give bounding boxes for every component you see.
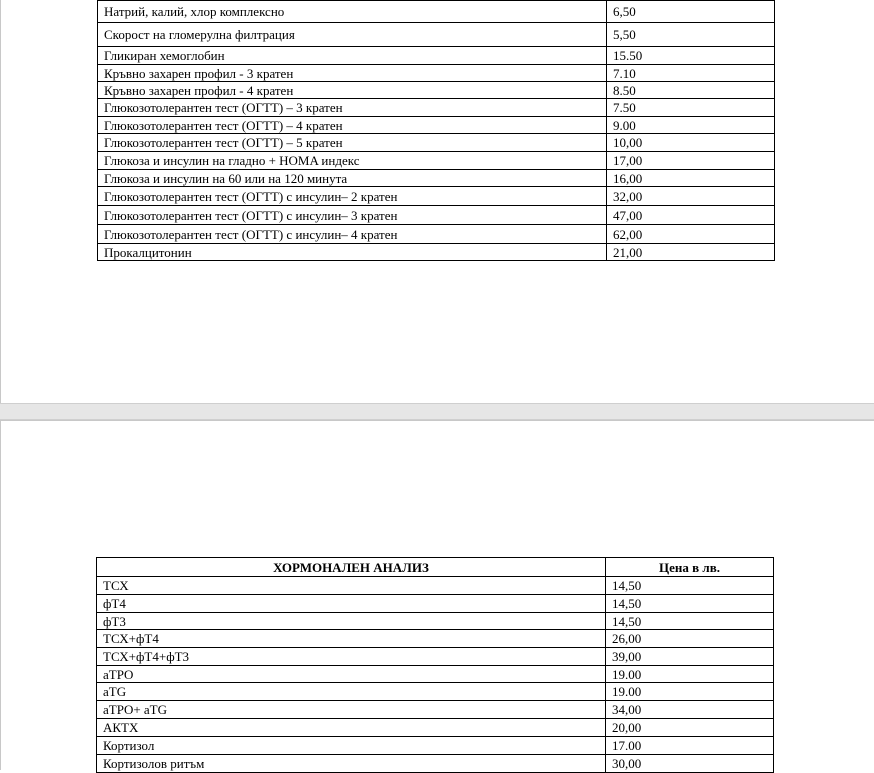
price-cell: 14,50	[606, 613, 774, 630]
test-name-cell: Скорост на гломерулна филтрация	[98, 23, 607, 47]
test-name-cell: aTPO+ aTG	[97, 701, 606, 719]
price-cell: 19.00	[606, 683, 774, 701]
page-break-gap	[0, 403, 874, 420]
test-name-cell: ТСХ+фТ4	[97, 630, 606, 648]
price-cell: 19.00	[606, 666, 774, 683]
table-row	[97, 666, 774, 683]
table-row	[98, 134, 775, 152]
table-row	[98, 152, 775, 170]
test-name-cell: Глюкозотолерантен тест (ОГТТ) – 5 кратен	[98, 134, 607, 152]
test-name-cell: Глюкозотолерантен тест (ОГТТ) с инсулин– 2 кратен	[98, 187, 607, 206]
test-name-cell: Глюкоза и инсулин на гладно + HOMA индекс	[98, 152, 607, 170]
price-cell: 9.00	[607, 117, 775, 134]
table-row	[98, 187, 775, 206]
table-row	[98, 23, 775, 47]
header-analysis: ХОРМОНАЛЕН АНАЛИЗ	[97, 558, 606, 577]
table-row	[98, 225, 775, 244]
test-name-cell: aTG	[97, 683, 606, 701]
table-row	[98, 82, 775, 99]
table-row	[98, 117, 775, 134]
hormonal-analysis-price-table	[96, 557, 774, 773]
table-row	[97, 577, 774, 595]
price-cell: 34,00	[606, 701, 774, 719]
test-name-cell: Гликиран хемоглобин	[98, 47, 607, 65]
test-name-cell: Глюкоза и инсулин на 60 или на 120 минута	[98, 170, 607, 187]
price-cell: 21,00	[607, 244, 775, 261]
price-cell: 7.10	[607, 65, 775, 82]
price-cell: 47,00	[607, 206, 775, 225]
test-name-cell: Глюкозотолерантен тест (ОГТТ) – 3 кратен	[98, 99, 607, 117]
table-row	[97, 737, 774, 755]
test-name-cell: ТСХ	[97, 577, 606, 595]
table-row	[97, 595, 774, 613]
table-header-row	[97, 558, 774, 577]
price-cell: 14,50	[606, 577, 774, 595]
table-row	[98, 1, 775, 23]
test-name-cell: фТ4	[97, 595, 606, 613]
price-cell: 62,00	[607, 225, 775, 244]
test-name-cell: ТСХ+фТ4+фТ3	[97, 648, 606, 666]
table-row	[97, 630, 774, 648]
test-name-cell: Кръвно захарен профил - 3 кратен	[98, 65, 607, 82]
price-cell: 8.50	[607, 82, 775, 99]
price-cell: 26,00	[606, 630, 774, 648]
table-row	[98, 99, 775, 117]
test-name-cell: Кортизол	[97, 737, 606, 755]
table-row	[98, 47, 775, 65]
price-cell: 14,50	[606, 595, 774, 613]
test-name-cell: Глюкозотолерантен тест (ОГТТ) – 4 кратен	[98, 117, 607, 134]
price-cell: 10,00	[607, 134, 775, 152]
price-cell: 5,50	[607, 23, 775, 47]
price-cell: 39,00	[606, 648, 774, 666]
test-name-cell: АКТХ	[97, 719, 606, 737]
table-row	[98, 65, 775, 82]
test-name-cell: фТ3	[97, 613, 606, 630]
price-cell: 32,00	[607, 187, 775, 206]
table-row	[98, 206, 775, 225]
test-name-cell: Кортизолов ритъм	[97, 755, 606, 773]
price-cell: 16,00	[607, 170, 775, 187]
test-name-cell: aTPO	[97, 666, 606, 683]
test-name-cell: Глюкозотолерантен тест (ОГТТ) с инсулин– 3 кратен	[98, 206, 607, 225]
price-cell: 15.50	[607, 47, 775, 65]
table-row	[97, 648, 774, 666]
price-cell: 17.00	[606, 737, 774, 755]
table-row	[97, 701, 774, 719]
lab-tests-price-table	[97, 0, 775, 261]
table-row	[98, 170, 775, 187]
price-cell: 30,00	[606, 755, 774, 773]
header-price: Цена в лв.	[606, 558, 774, 577]
table-row	[98, 244, 775, 261]
price-cell: 7.50	[607, 99, 775, 117]
table-row	[97, 719, 774, 737]
table-row	[97, 683, 774, 701]
price-cell: 17,00	[607, 152, 775, 170]
price-cell: 20,00	[606, 719, 774, 737]
test-name-cell: Натрий, калий, хлор комплексно	[98, 1, 607, 23]
test-name-cell: Глюкозотолерантен тест (ОГТТ) с инсулин– 4 кратен	[98, 225, 607, 244]
table-row	[97, 613, 774, 630]
test-name-cell: Прокалцитонин	[98, 244, 607, 261]
price-cell: 6,50	[607, 1, 775, 23]
test-name-cell: Кръвно захарен профил - 4 кратен	[98, 82, 607, 99]
